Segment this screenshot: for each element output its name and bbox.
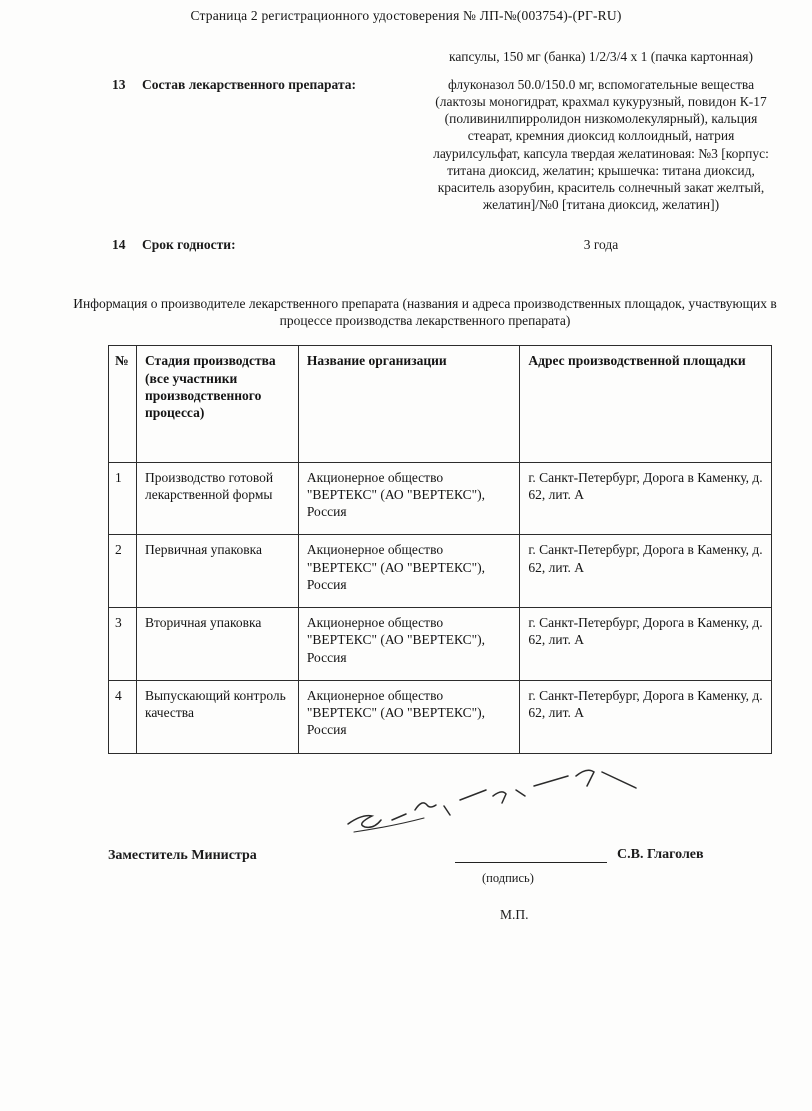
handwritten-signature	[340, 762, 650, 840]
manufacturer-section-title: Информация о производителе лекарственного препарата (названия и адреса производственных площадок, участвующих в процессе производства лекарственного препарата)	[73, 295, 777, 329]
header-cell-stage: Стадия производства (все участники производственного процесса)	[136, 346, 298, 462]
table-row: 3 Вторичная упаковка Акционерное общество "ВЕРТЕКС" (АО "ВЕРТЕКС"), Россия г. Санкт-Петербург, Дорога в Каменку, д. 62, лит. А	[109, 608, 772, 681]
signer-position: Заместитель Министра	[108, 847, 257, 863]
signature-caption: (подпись)	[482, 870, 534, 885]
signature-line	[455, 862, 607, 863]
field-composition	[112, 76, 772, 214]
dosage-form-row	[112, 48, 772, 65]
dosage-form-value: капсулы, 150 мг (банка) 1/2/3/4 х 1 (пачка картонная)	[449, 49, 753, 65]
field-13-label: Состав лекарственного препарата:	[142, 76, 356, 92]
header-cell-number: №	[109, 346, 137, 462]
table-row: 4 Выпускающий контроль качества Акционерное общество "ВЕРТЕКС" (АО "ВЕРТЕКС"), Россия г. Санкт-Петербург, Дорога в Каменку, д. 62, лит. А	[109, 680, 772, 753]
stamp-placeholder: М.П.	[500, 906, 529, 922]
field-13-value: флуконазол 50.0/150.0 мг, вспомогательные вещества (лактозы моногидрат, крахмал кукурузный, повидон К-17 (поливинилпирролидон низкомолекулярный), кальция стеарат, кремния диоксид коллоидный, натрия лаурилсульфат, капсула твердая желатиновая: №3 [корпус: титана диоксид, желатин; крышечка: титана диоксид, краситель азорубин, краситель солнечный закат желтый, желатин]/№0 [титана диоксид, желатин])	[433, 76, 769, 213]
content-area	[0, 48, 812, 253]
table-row: 1 Производство готовой лекарственной формы Акционерное общество "ВЕРТЕКС" (АО "ВЕРТЕКС"), Россия г. Санкт-Петербург, Дорога в Каменку, д. 62, лит. А	[109, 462, 772, 535]
field-14-number: 14	[112, 236, 126, 252]
table-header-row	[109, 346, 772, 462]
signer-name: С.В. Глаголев	[617, 846, 704, 862]
field-shelf-life	[112, 236, 772, 253]
header-cell-organization: Название организации	[298, 346, 520, 462]
page-header: Страница 2 регистрационного удостоверения № ЛП-№(003754)-(РГ-RU)	[190, 8, 622, 23]
manufacturer-table	[108, 345, 772, 753]
field-13-number: 13	[112, 76, 126, 92]
field-14-label: Срок годности:	[142, 236, 236, 252]
signature-area	[0, 754, 812, 974]
header-cell-address: Адрес производственной площадки	[520, 346, 772, 462]
field-14-value: 3 года	[583, 236, 619, 252]
table-row: 2 Первичная упаковка Акционерное общество "ВЕРТЕКС" (АО "ВЕРТЕКС"), Россия г. Санкт-Петербург, Дорога в Каменку, д. 62, лит. А	[109, 535, 772, 608]
